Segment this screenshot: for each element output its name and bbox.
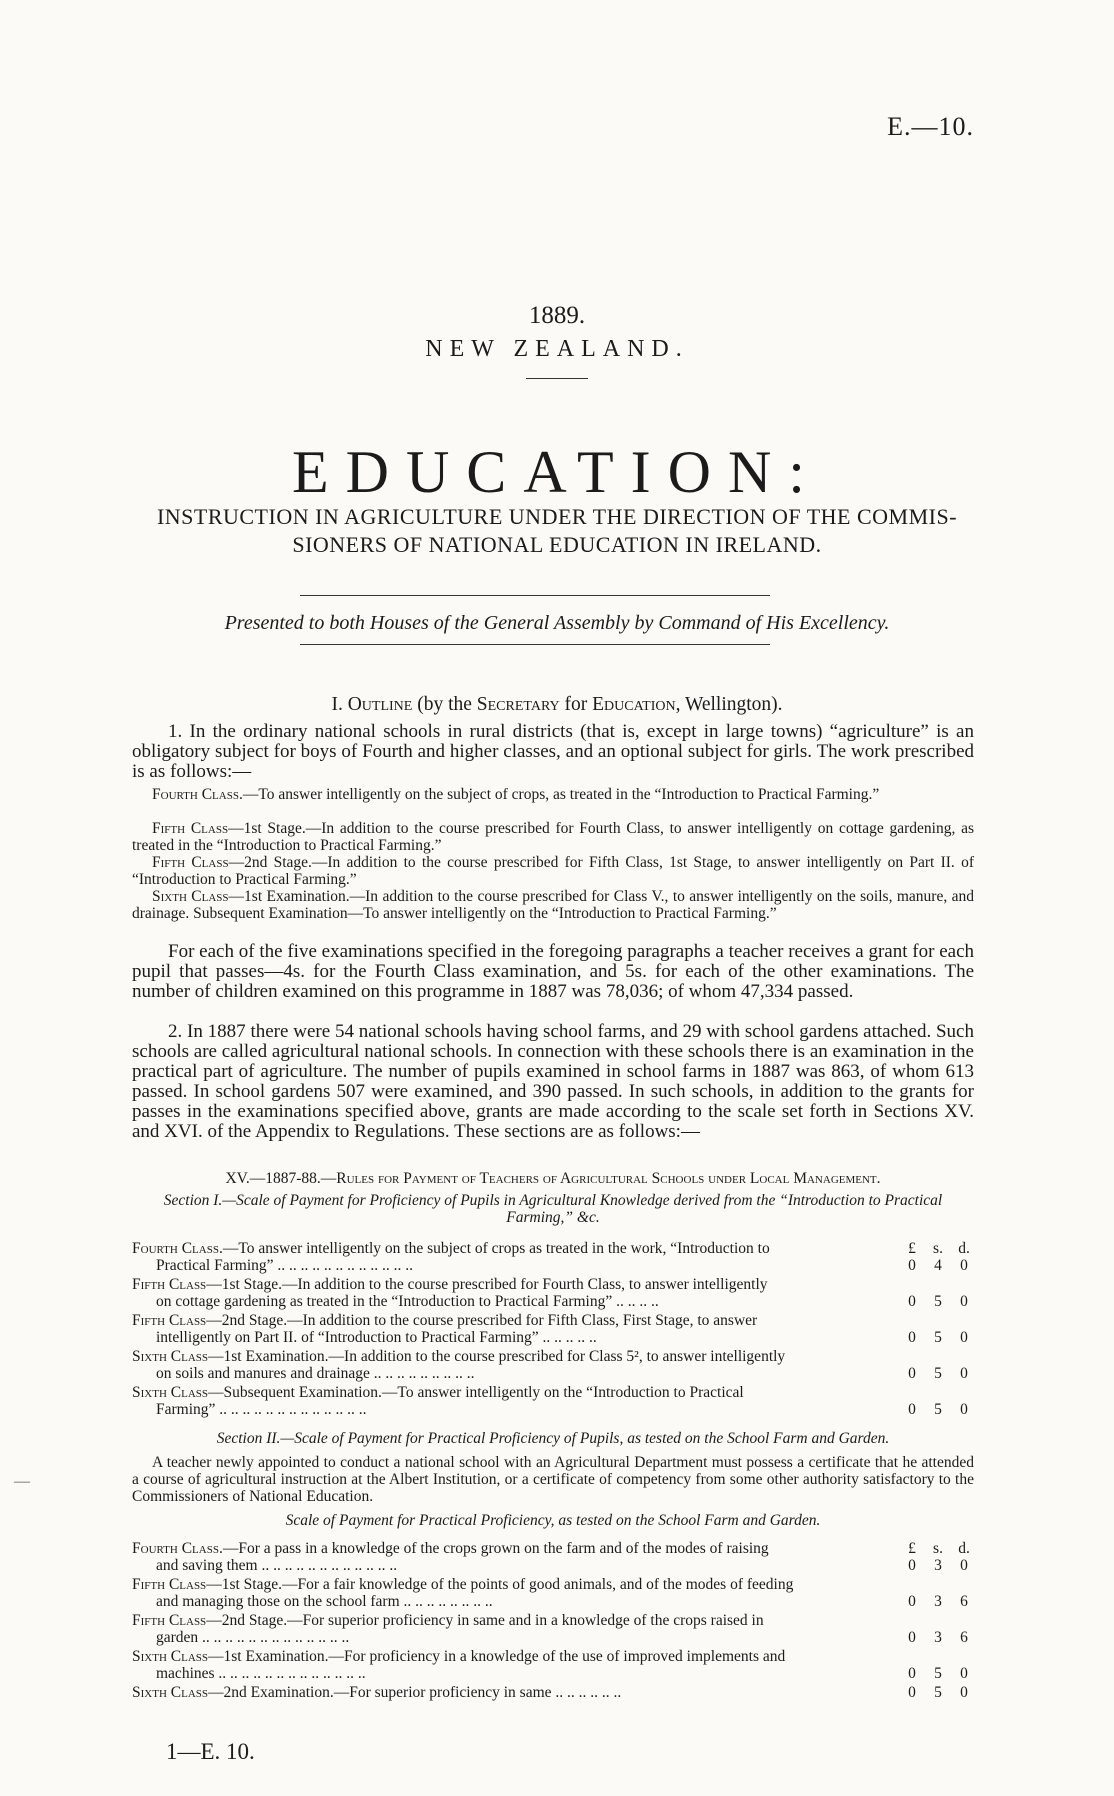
class-name: Fifth Class (132, 1612, 207, 1629)
pounds: 0 (908, 1684, 916, 1701)
payment-row (132, 1612, 974, 1646)
rules-heading (132, 1170, 974, 1188)
pence: 6 (960, 1593, 968, 1610)
row-continuation: garden .. .. .. .. .. .. .. .. .. .. .. .. .. (156, 1629, 350, 1646)
year: 1889. (528, 302, 586, 329)
pounds: 0 (908, 1557, 916, 1574)
class-name: Fifth Class (132, 1276, 207, 1293)
pence: 0 (960, 1329, 968, 1346)
shilling-label: s. (933, 1540, 943, 1557)
pence: 0 (960, 1365, 968, 1382)
row-text: —2nd Stage.—In addition to the course prescribed for Fifth Class, First Stage, to answer (206, 1312, 758, 1329)
shillings: 5 (934, 1329, 942, 1346)
amount (902, 1629, 974, 1646)
subtitle-line-1: INSTRUCTION IN AGRICULTURE UNDER THE DIRECTION OF THE COMMIS- (156, 504, 958, 529)
class-name: Sixth Class (132, 1648, 209, 1665)
presented-line: Presented to both Houses of the General Assembly by Command of His Excellency. (224, 612, 890, 634)
pence: 6 (960, 1629, 968, 1646)
paragraph-1: 1. In the ordinary national schools in rural districts (that is, except in large towns) “agriculture” is an obligatory subject for boys of Fourth and higher classes, and an optional subject for girls. The work prescribed is as follows:— (132, 721, 974, 782)
shillings: 5 (934, 1401, 942, 1418)
shilling-label: s. (933, 1240, 943, 1257)
paragraph-2: For each of the five examinations specified in the foregoing paragraphs a teacher receives a grant for each pupil that passes—4s. for the Fourth Class examination, and 5s. for each of the other examinations. The number of children examined on this programme in 1887 was 78,036; of whom 47,334 passed. (132, 941, 974, 1002)
shillings: 4 (934, 1257, 942, 1274)
rules-prefix: XV.—1887-88.— (225, 1170, 337, 1187)
payment-row (132, 1384, 974, 1418)
teacher-paragraph: A teacher newly appointed to conduct a national school with an Agricultural Department must possess a certificate that he attended a course of agricultural instruction at the Albert Institution, or a certificate of competency from some other authority satisfactory to the Commissioners of National Education. (132, 1454, 974, 1505)
country: NEW ZEALAND. (425, 336, 689, 362)
margin-mark: — (14, 1473, 30, 1490)
class-name: Sixth Class (132, 1348, 209, 1365)
class-text: —1st Examination.—In addition to the course prescribed for Class V., to answer intelligently on the soils, manure, and drainage. Subsequent Examination—To answer intelligently on the “Introduction to Practical Farming.” (132, 888, 974, 922)
row-continuation: and saving them .. .. .. .. .. .. .. .. .. .. .. .. (156, 1557, 398, 1574)
subtitle-line-2: SIONERS OF NATIONAL EDUCATION IN IRELAND. (292, 532, 822, 557)
row-continuation: Farming” .. .. .. .. .. .. .. .. .. .. .. .. .. (156, 1401, 367, 1418)
pence: 0 (960, 1401, 968, 1418)
rules-title: Rules for Payment of Teachers of Agricultural Schools under Local Management. (336, 1170, 881, 1187)
class-name: Fifth Class (152, 820, 229, 837)
class-item (132, 854, 974, 888)
row-text: —1st Stage.—In addition to the course prescribed for Fourth Class, to answer intelligently (206, 1276, 768, 1293)
class-text: .—To answer intelligently on the subject of crops, as treated in the “Introduction to Practical Farming.” (238, 786, 880, 803)
pounds: 0 (908, 1293, 916, 1310)
section-2-heading: Section II.—Scale of Payment for Practical Proficiency of Pupils, as tested on the School Farm and Garden. (216, 1430, 890, 1447)
payment-row (132, 1540, 974, 1574)
shillings: 5 (934, 1293, 942, 1310)
outline-for: for (559, 694, 593, 715)
pence: 0 (960, 1684, 968, 1701)
pounds: 0 (908, 1665, 916, 1682)
amount (902, 1401, 974, 1418)
pound-label: £ (908, 1540, 916, 1557)
amount (902, 1557, 974, 1574)
payment-row (132, 1684, 974, 1701)
pounds: 0 (908, 1593, 916, 1610)
row-continuation: intelligently on Part II. of “Introduction to Practical Farming” .. .. .. .. .. (156, 1329, 597, 1346)
amount (902, 1665, 974, 1682)
pence: 0 (960, 1293, 968, 1310)
pounds: 0 (908, 1329, 916, 1346)
page-reference: E.—10. (887, 112, 974, 141)
payment-row (132, 1312, 974, 1346)
row-text: .—To answer intelligently on the subject of crops as treated in the work, “Introduction to (218, 1240, 770, 1257)
outline-secretary: Secretary (476, 694, 560, 715)
pence: 0 (960, 1557, 968, 1574)
paragraph-3: 2. In 1887 there were 54 national schools having school farms, and 29 with school gardens attached. Such schools are called agricultural national schools. In connection with these schools there is an examination in the practical part of agriculture. The number of pupils examined in school farms in 1887 was 863, of whom 613 passed. In school gardens 507 were examined, and 390 passed. In such schools, in addition to the grants for passes in the examinations specified above, grants are made according to the scale set forth in Sections XV. and XVI. of the Appendix to Regulations. These sections are as follows:— (132, 1021, 974, 1142)
divider (526, 378, 588, 379)
outline-education: Education (592, 694, 676, 715)
pence: 0 (960, 1257, 968, 1274)
row-continuation: Practical Farming” .. .. .. .. .. .. .. .. .. .. .. .. (156, 1257, 413, 1274)
amount (902, 1257, 974, 1274)
class-text: —2nd Stage.—In addition to the course prescribed for Fifth Class, 1st Stage, to answer intelligently on Part II. of “Introduction to Practical Farming.” (132, 854, 974, 888)
row-text: —Subsequent Examination.—To answer intelligently on the “Introduction to Practical (208, 1384, 744, 1401)
scale-heading: Scale of Payment for Practical Proficiency, as tested on the School Farm and Garden. (285, 1512, 821, 1529)
shillings: 3 (934, 1593, 942, 1610)
payment-row (132, 1240, 974, 1274)
shillings: 3 (934, 1557, 942, 1574)
class-item (132, 786, 974, 803)
outline-prefix: I. (331, 694, 348, 715)
shillings: 5 (934, 1684, 942, 1701)
shillings: 5 (934, 1365, 942, 1382)
pence-label: d. (958, 1540, 970, 1557)
pounds: 0 (908, 1629, 916, 1646)
divider (300, 644, 770, 645)
class-name: Fifth Class (132, 1576, 207, 1593)
pounds: 0 (908, 1401, 916, 1418)
class-text: —1st Stage.—In addition to the course prescribed for Fourth Class, to answer intelligently on cottage gardening, as treated in the “Introduction to Practical Farming.” (132, 820, 974, 854)
class-name: Sixth Class (132, 1384, 209, 1401)
outline-suffix: , Wellington). (675, 694, 783, 715)
class-item (132, 820, 974, 854)
row-text: —1st Examination.—For proficiency in a knowledge of the use of improved implements and (208, 1648, 786, 1665)
pounds: 0 (908, 1257, 916, 1274)
outline-word: Outline (347, 694, 413, 715)
amount (902, 1684, 974, 1701)
amount (902, 1293, 974, 1310)
pence-label: d. (958, 1240, 970, 1257)
section-1-heading: Section I.—Scale of Payment for Proficiency of Pupils in Agricultural Knowledge derived from the “Introduction to Practical Farming,” &c. (163, 1192, 943, 1226)
class-name: Fourth Class (132, 1540, 219, 1557)
row-continuation: on cottage gardening as treated in the “Introduction to Practical Farming” .. .. .. .. (156, 1293, 659, 1310)
pounds: 0 (908, 1365, 916, 1382)
divider (300, 595, 770, 596)
payment-row (132, 1648, 974, 1682)
class-item (132, 888, 974, 922)
row-text: —2nd Examination.—For superior proficiency in same .. .. .. .. .. .. (208, 1684, 622, 1701)
amount (902, 1593, 974, 1610)
signature-mark: 1—E. 10. (166, 1739, 255, 1764)
row-continuation: machines .. .. .. .. .. .. .. .. .. .. .. .. .. (156, 1665, 366, 1682)
payment-row (132, 1348, 974, 1382)
row-text: —2nd Stage.—For superior proficiency in same and in a knowledge of the crops raised in (206, 1612, 764, 1629)
class-name: Fourth Class (152, 786, 239, 803)
amount (902, 1329, 974, 1346)
class-name: Fifth Class (132, 1312, 207, 1329)
class-name: Sixth Class (132, 1684, 209, 1701)
page-title: EDUCATION: (292, 439, 822, 505)
outline-heading (0, 694, 1114, 716)
class-name: Fourth Class (132, 1240, 219, 1257)
payment-row (132, 1576, 974, 1610)
pence: 0 (960, 1665, 968, 1682)
row-text: —1st Stage.—For a fair knowledge of the points of good animals, and of the modes of feeding (206, 1576, 794, 1593)
amount (902, 1365, 974, 1382)
class-name: Sixth Class (152, 888, 229, 905)
shillings: 5 (934, 1665, 942, 1682)
class-name: Fifth Class (152, 854, 229, 871)
row-continuation: on soils and manures and drainage .. .. .. .. .. .. .. .. .. (156, 1365, 475, 1382)
shillings: 3 (934, 1629, 942, 1646)
row-continuation: and managing those on the school farm .. .. .. .. .. .. .. .. (156, 1593, 493, 1610)
pound-label: £ (908, 1240, 916, 1257)
row-text: —1st Examination.—In addition to the course prescribed for Class 5², to answer intelligently (208, 1348, 786, 1365)
outline-mid: (by the (412, 694, 477, 715)
row-text: .—For a pass in a knowledge of the crops grown on the farm and of the modes of raising (218, 1540, 769, 1557)
payment-row (132, 1276, 974, 1310)
